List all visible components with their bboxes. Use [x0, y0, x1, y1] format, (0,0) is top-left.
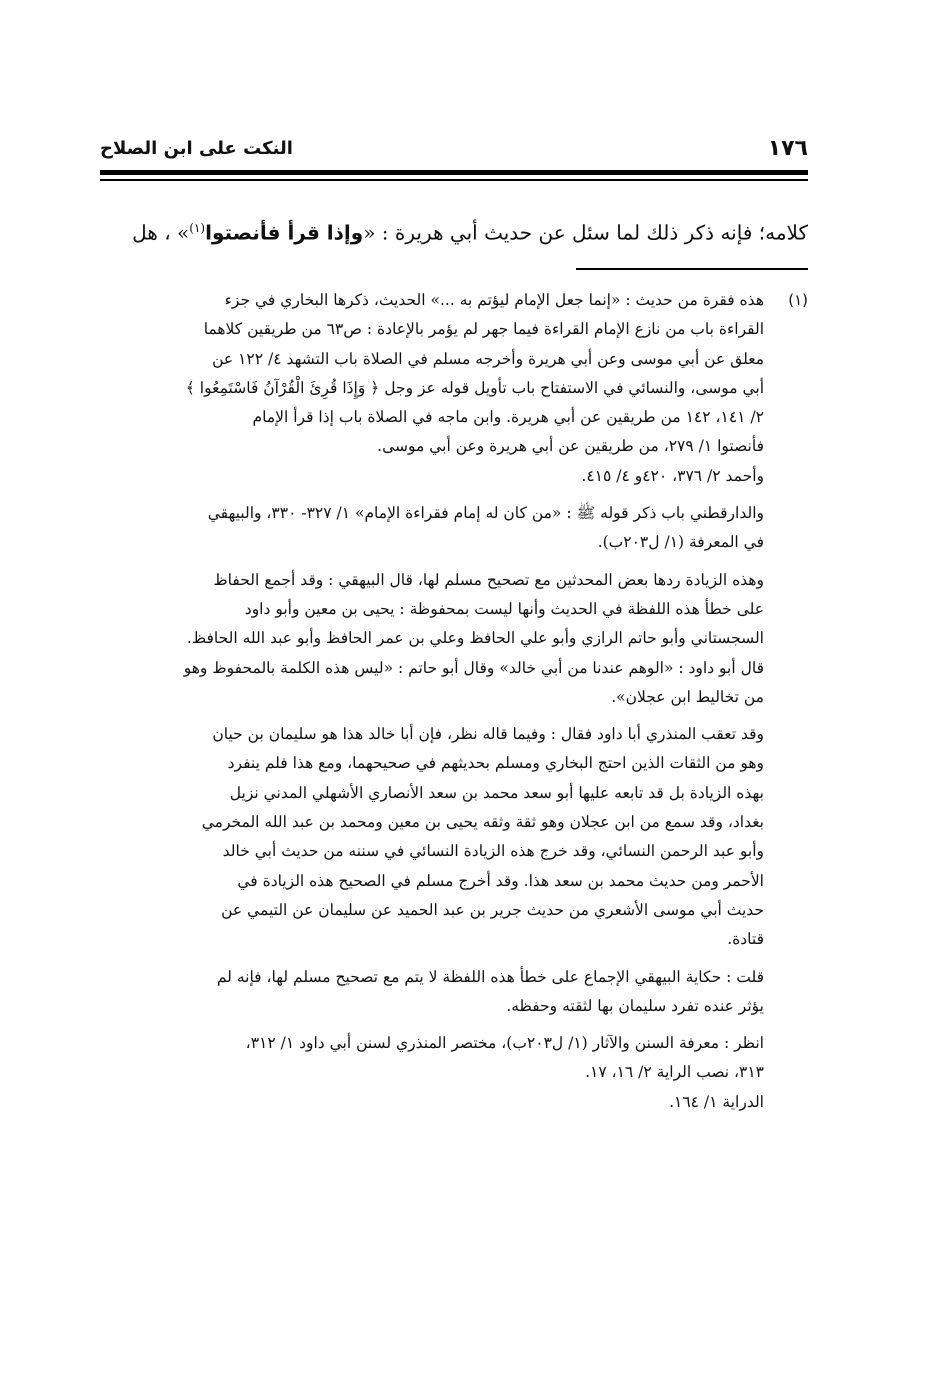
footnote-line: وهذه الزيادة ردها بعض المحدثين مع تصحيح مسلم لها، قال البيهقي : وقد أجمع الحفاظ	[213, 570, 764, 589]
footnote-line: معلق عن أبي موسى وعن أبي هريرة وأخرجه مسلم في الصلاة باب التشهد ٤/ ١٢٢ عن	[212, 349, 764, 368]
footnote-marker: (١)	[788, 291, 808, 309]
footnote-line: ٣١٣، نصب الراية ٢/ ١٦، ١٧.	[585, 1063, 764, 1082]
footnote-line: بهذه الزيادة بل قد تابعه عليها أبو سعد محمد بن سعد الأنصاري الأشهلي المدني نزيل	[229, 783, 764, 802]
main-text-after: » ، هل	[132, 220, 190, 245]
running-title: النكت على ابن الصلاح	[100, 138, 293, 159]
footnote-line: على خطأ هذه اللفظة في الحديث وأنها ليست بمحفوظة : يحيى بن معين وأبو داود	[244, 599, 764, 618]
footnote-line: وهو من الثقات الذين احتج البخاري ومسلم بحديثهم في صحيحهما، ومع هذا فلم ينفرد	[227, 754, 764, 773]
header-rule-thick	[100, 170, 808, 175]
footnotes	[100, 286, 808, 1117]
footnote-line: القراءة باب من نازع الإمام القراءة فيما جهر لم يؤمر بالإعادة : ص٦٣ من طريقين كلاهما	[203, 320, 764, 339]
footnote-line: الأحمر ومن حديث محمد بن سعد هذا. وقد أخرج مسلم في الصحيح هذه الزيادة في	[237, 871, 764, 890]
footnote-line: أبي موسى، والنسائي في الاستفتاح باب تأويل قوله عز وجل ﴿ وَإِذَا قُرِئَ الْقُرْآنُ فَاسْتَمِعُوا ﴾	[185, 378, 764, 397]
footnote-line	[100, 286, 808, 315]
footnote-line: وأحمد ٢/ ٣٧٦، ٤٢٠و ٤/ ٤١٥.	[581, 466, 764, 485]
main-text-before: كلامه؛ فإنه ذكر ذلك لما سئل عن حديث أبي هريرة : «	[363, 220, 808, 245]
footnote-line: قتادة.	[727, 930, 764, 949]
page-number: ١٧٦	[767, 136, 808, 161]
footnote-line: قلت : حكاية البيهقي الإجماع على خطأ هذه اللفظة لا يتم مع تصحيح مسلم لها، فإنه لم	[216, 967, 764, 986]
footnote-line: قال أبو داود : «الوهم عندنا من أبي خالد» وقال أبو حاتم : «ليس هذه الكلمة بالمحفوظ وهو	[183, 658, 764, 677]
footnote-line: والدارقطني باب ذكر قوله ﷺ : «من كان له إمام فقراءة الإمام» ١/ ٣٢٧- ٣٣٠، والبيهقي	[207, 504, 764, 523]
footnote-line: من تخاليط ابن عجلان».	[611, 687, 764, 706]
footnote-line: وأبو عبد الرحمن النسائي، وقد خرج هذه الزيادة النسائي في سننه من حديث أبي خالد	[222, 842, 764, 861]
footnote-line: وقد تعقب المنذري أبا داود فقال : وفيما قاله نظر، فإن أبا خالد هذا هو سليمان بن حيان	[212, 725, 764, 744]
footnote-line: انظر : معرفة السنن والآثار (١/ ل٢٠٣ب)، مختصر المنذري لسنن أبي داود ١/ ٣١٢،	[245, 1034, 764, 1053]
footnote-line: يؤثر عنده تفرد سليمان بها لثقته وحفظه.	[506, 996, 764, 1015]
footnote-line: بغداد، وقد سمع من ابن عجلان وهو ثقة وثقه يحيى بن معين ومحمد بن عبد الله المخرمي	[201, 813, 764, 832]
footnote-line: حديث أبي موسى الأشعري من حديث جرير بن عبد الحميد عن سليمان عن التيمي عن	[221, 900, 764, 919]
footnote-line: الدراية ١/ ١٦٤.	[669, 1092, 764, 1111]
page-header	[100, 136, 808, 166]
footnote-separator	[576, 268, 808, 270]
footnote-line: في المعرفة (١/ ل٢٠٣ب).	[597, 533, 764, 552]
main-text-line	[108, 208, 808, 253]
footnote-text: هذه فقرة من حديث : «إنما جعل الإمام ليؤتم به ...» الحديث، ذكرها البخاري في جزء	[224, 291, 764, 309]
footnote-line: ٢/ ١٤١، ١٤٢ من طريقين عن أبي هريرة. وابن ماجه في الصلاة باب إذا قرأ الإمام	[252, 408, 764, 427]
header-rule-thin	[100, 179, 808, 181]
quoted-hadith: وإذا قرأ فأنصتوا	[205, 220, 364, 245]
footnote-line: فأنصتوا ١/ ٢٧٩، من طريقين عن أبي هريرة وعن أبي موسى.	[377, 437, 764, 456]
footnote-reference: (١)	[189, 221, 206, 235]
footnote-line: السجستاني وأبو حاتم الرازي وأبو علي الحافظ وعلي بن عمر الحافظ وأبو عبد الله الحافظ.	[186, 629, 764, 648]
